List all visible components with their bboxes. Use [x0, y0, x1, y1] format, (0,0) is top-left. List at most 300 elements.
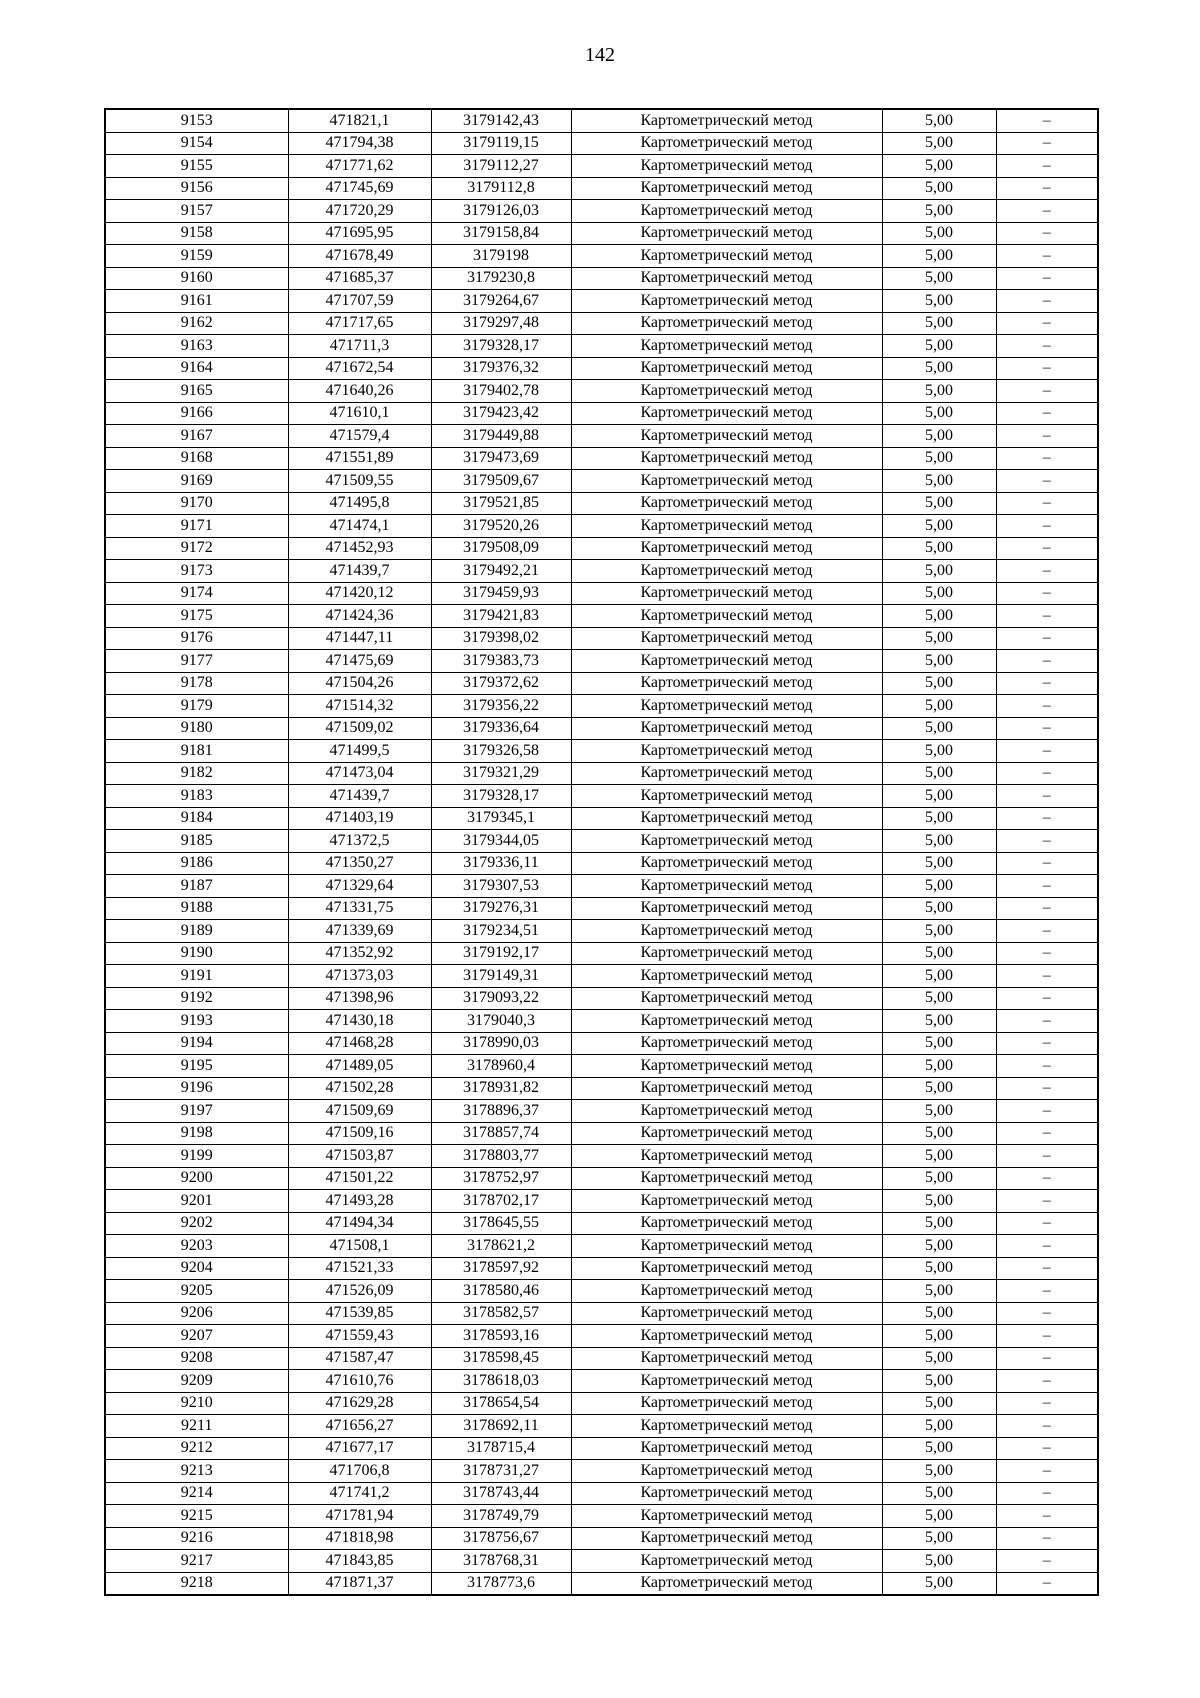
x-coordinate-cell: 471781,94 [288, 1505, 431, 1528]
point-number-cell: 9177 [105, 650, 288, 673]
description-cell: – [996, 492, 1098, 515]
y-coordinate-cell: 3179112,27 [431, 155, 571, 178]
method-cell: Картометрический метод [571, 807, 882, 830]
accuracy-cell: 5,00 [882, 132, 996, 155]
table-row [105, 807, 1098, 830]
table-row [105, 560, 1098, 583]
y-coordinate-cell: 3178803,77 [431, 1145, 571, 1168]
description-cell: – [996, 245, 1098, 268]
x-coordinate-cell: 471475,69 [288, 650, 431, 673]
description-cell: – [996, 222, 1098, 245]
y-coordinate-cell: 3179521,85 [431, 492, 571, 515]
method-cell: Картометрический метод [571, 1460, 882, 1483]
y-coordinate-cell: 3179398,02 [431, 627, 571, 650]
method-cell: Картометрический метод [571, 290, 882, 313]
description-cell: – [996, 1482, 1098, 1505]
x-coordinate-cell: 471339,69 [288, 920, 431, 943]
description-cell: – [996, 1145, 1098, 1168]
method-cell: Картометрический метод [571, 762, 882, 785]
accuracy-cell: 5,00 [882, 357, 996, 380]
y-coordinate-cell: 3178773,6 [431, 1572, 571, 1595]
description-cell: – [996, 155, 1098, 178]
x-coordinate-cell: 471439,7 [288, 560, 431, 583]
accuracy-cell: 5,00 [882, 965, 996, 988]
accuracy-cell: 5,00 [882, 177, 996, 200]
x-coordinate-cell: 471695,95 [288, 222, 431, 245]
description-cell: – [996, 1415, 1098, 1438]
y-coordinate-cell: 3178702,17 [431, 1190, 571, 1213]
y-coordinate-cell: 3179093,22 [431, 987, 571, 1010]
point-number-cell: 9211 [105, 1415, 288, 1438]
y-coordinate-cell: 3179328,17 [431, 785, 571, 808]
method-cell: Картометрический метод [571, 470, 882, 493]
x-coordinate-cell: 471502,28 [288, 1077, 431, 1100]
description-cell: – [996, 695, 1098, 718]
point-number-cell: 9201 [105, 1190, 288, 1213]
description-cell: – [996, 425, 1098, 448]
table-row [105, 447, 1098, 470]
description-cell: – [996, 1347, 1098, 1370]
method-cell: Картометрический метод [571, 537, 882, 560]
x-coordinate-cell: 471707,59 [288, 290, 431, 313]
table-row [105, 1257, 1098, 1280]
description-cell: – [996, 1257, 1098, 1280]
y-coordinate-cell: 3179149,31 [431, 965, 571, 988]
x-coordinate-cell: 471717,65 [288, 312, 431, 335]
y-coordinate-cell: 3178582,57 [431, 1302, 571, 1325]
table-row [105, 470, 1098, 493]
point-number-cell: 9186 [105, 852, 288, 875]
x-coordinate-cell: 471424,36 [288, 605, 431, 628]
table-row [105, 1280, 1098, 1303]
y-coordinate-cell: 3179264,67 [431, 290, 571, 313]
point-number-cell: 9191 [105, 965, 288, 988]
table-row [105, 1235, 1098, 1258]
x-coordinate-cell: 471843,85 [288, 1550, 431, 1573]
description-cell: – [996, 1280, 1098, 1303]
method-cell: Картометрический метод [571, 1527, 882, 1550]
table-row [105, 380, 1098, 403]
table-row [105, 582, 1098, 605]
table-row [105, 357, 1098, 380]
description-cell: – [996, 740, 1098, 763]
accuracy-cell: 5,00 [882, 560, 996, 583]
table-row [105, 492, 1098, 515]
y-coordinate-cell: 3179328,17 [431, 335, 571, 358]
method-cell: Картометрический метод [571, 425, 882, 448]
description-cell: – [996, 650, 1098, 673]
point-number-cell: 9207 [105, 1325, 288, 1348]
x-coordinate-cell: 471503,87 [288, 1145, 431, 1168]
method-cell: Картометрический метод [571, 695, 882, 718]
x-coordinate-cell: 471539,85 [288, 1302, 431, 1325]
table-row [105, 875, 1098, 898]
table-row [105, 200, 1098, 223]
method-cell: Картометрический метод [571, 1235, 882, 1258]
y-coordinate-cell: 3179158,84 [431, 222, 571, 245]
y-coordinate-cell: 3178593,16 [431, 1325, 571, 1348]
y-coordinate-cell: 3178715,4 [431, 1437, 571, 1460]
point-number-cell: 9208 [105, 1347, 288, 1370]
point-number-cell: 9197 [105, 1100, 288, 1123]
method-cell: Картометрический метод [571, 109, 882, 132]
point-number-cell: 9158 [105, 222, 288, 245]
description-cell: – [996, 402, 1098, 425]
y-coordinate-cell: 3178645,55 [431, 1212, 571, 1235]
description-cell: – [996, 1032, 1098, 1055]
accuracy-cell: 5,00 [882, 1145, 996, 1168]
table-row [105, 717, 1098, 740]
y-coordinate-cell: 3178580,46 [431, 1280, 571, 1303]
table-row [105, 402, 1098, 425]
x-coordinate-cell: 471871,37 [288, 1572, 431, 1595]
y-coordinate-cell: 3179126,03 [431, 200, 571, 223]
accuracy-cell: 5,00 [882, 1460, 996, 1483]
x-coordinate-cell: 471678,49 [288, 245, 431, 268]
point-number-cell: 9174 [105, 582, 288, 605]
method-cell: Картометрический метод [571, 515, 882, 538]
table-row [105, 1055, 1098, 1078]
description-cell: – [996, 380, 1098, 403]
table-row [105, 1527, 1098, 1550]
x-coordinate-cell: 471329,64 [288, 875, 431, 898]
table-row [105, 762, 1098, 785]
method-cell: Картометрический метод [571, 492, 882, 515]
method-cell: Картометрический метод [571, 1032, 882, 1055]
y-coordinate-cell: 3179297,48 [431, 312, 571, 335]
y-coordinate-cell: 3179192,17 [431, 942, 571, 965]
y-coordinate-cell: 3178931,82 [431, 1077, 571, 1100]
point-number-cell: 9161 [105, 290, 288, 313]
method-cell: Картометрический метод [571, 245, 882, 268]
table-row [105, 852, 1098, 875]
point-number-cell: 9159 [105, 245, 288, 268]
point-number-cell: 9200 [105, 1167, 288, 1190]
x-coordinate-cell: 471821,1 [288, 109, 431, 132]
description-cell: – [996, 965, 1098, 988]
x-coordinate-cell: 471508,1 [288, 1235, 431, 1258]
x-coordinate-cell: 471526,09 [288, 1280, 431, 1303]
x-coordinate-cell: 471509,02 [288, 717, 431, 740]
table-row [105, 1572, 1098, 1595]
description-cell: – [996, 1212, 1098, 1235]
y-coordinate-cell: 3179376,32 [431, 357, 571, 380]
description-cell: – [996, 672, 1098, 695]
method-cell: Картометрический метод [571, 785, 882, 808]
table-row [105, 515, 1098, 538]
accuracy-cell: 5,00 [882, 245, 996, 268]
accuracy-cell: 5,00 [882, 1077, 996, 1100]
y-coordinate-cell: 3178743,44 [431, 1482, 571, 1505]
accuracy-cell: 5,00 [882, 1392, 996, 1415]
method-cell: Картометрический метод [571, 1257, 882, 1280]
y-coordinate-cell: 3179520,26 [431, 515, 571, 538]
x-coordinate-cell: 471685,37 [288, 267, 431, 290]
x-coordinate-cell: 471473,04 [288, 762, 431, 785]
accuracy-cell: 5,00 [882, 1527, 996, 1550]
y-coordinate-cell: 3179509,67 [431, 470, 571, 493]
method-cell: Картометрический метод [571, 672, 882, 695]
accuracy-cell: 5,00 [882, 1370, 996, 1393]
description-cell: – [996, 1325, 1098, 1348]
y-coordinate-cell: 3179356,22 [431, 695, 571, 718]
table-body [105, 109, 1098, 1595]
point-number-cell: 9193 [105, 1010, 288, 1033]
table-row [105, 1550, 1098, 1573]
description-cell: – [996, 537, 1098, 560]
method-cell: Картометрический метод [571, 1302, 882, 1325]
y-coordinate-cell: 3179345,1 [431, 807, 571, 830]
point-number-cell: 9184 [105, 807, 288, 830]
accuracy-cell: 5,00 [882, 290, 996, 313]
x-coordinate-cell: 471741,2 [288, 1482, 431, 1505]
y-coordinate-cell: 3179234,51 [431, 920, 571, 943]
accuracy-cell: 5,00 [882, 740, 996, 763]
table-row [105, 1370, 1098, 1393]
table-row [105, 650, 1098, 673]
point-number-cell: 9160 [105, 267, 288, 290]
x-coordinate-cell: 471587,47 [288, 1347, 431, 1370]
x-coordinate-cell: 471495,8 [288, 492, 431, 515]
y-coordinate-cell: 3179372,62 [431, 672, 571, 695]
point-number-cell: 9163 [105, 335, 288, 358]
accuracy-cell: 5,00 [882, 830, 996, 853]
table-row [105, 1325, 1098, 1348]
point-number-cell: 9166 [105, 402, 288, 425]
description-cell: – [996, 717, 1098, 740]
accuracy-cell: 5,00 [882, 1415, 996, 1438]
point-number-cell: 9164 [105, 357, 288, 380]
x-coordinate-cell: 471430,18 [288, 1010, 431, 1033]
x-coordinate-cell: 471494,34 [288, 1212, 431, 1235]
description-cell: – [996, 447, 1098, 470]
description-cell: – [996, 920, 1098, 943]
x-coordinate-cell: 471559,43 [288, 1325, 431, 1348]
method-cell: Картометрический метод [571, 312, 882, 335]
accuracy-cell: 5,00 [882, 402, 996, 425]
description-cell: – [996, 560, 1098, 583]
point-number-cell: 9153 [105, 109, 288, 132]
accuracy-cell: 5,00 [882, 1482, 996, 1505]
description-cell: – [996, 109, 1098, 132]
method-cell: Картометрический метод [571, 380, 882, 403]
x-coordinate-cell: 471493,28 [288, 1190, 431, 1213]
method-cell: Картометрический метод [571, 177, 882, 200]
y-coordinate-cell: 3179198 [431, 245, 571, 268]
method-cell: Картометрический метод [571, 740, 882, 763]
method-cell: Картометрический метод [571, 1190, 882, 1213]
description-cell: – [996, 762, 1098, 785]
x-coordinate-cell: 471711,3 [288, 335, 431, 358]
point-number-cell: 9203 [105, 1235, 288, 1258]
table-row [105, 1077, 1098, 1100]
x-coordinate-cell: 471504,26 [288, 672, 431, 695]
x-coordinate-cell: 471551,89 [288, 447, 431, 470]
y-coordinate-cell: 3179449,88 [431, 425, 571, 448]
description-cell: – [996, 830, 1098, 853]
y-coordinate-cell: 3179112,8 [431, 177, 571, 200]
description-cell: – [996, 1167, 1098, 1190]
x-coordinate-cell: 471398,96 [288, 987, 431, 1010]
method-cell: Картометрический метод [571, 897, 882, 920]
point-number-cell: 9167 [105, 425, 288, 448]
accuracy-cell: 5,00 [882, 1280, 996, 1303]
description-cell: – [996, 1505, 1098, 1528]
table-row [105, 1032, 1098, 1055]
x-coordinate-cell: 471501,22 [288, 1167, 431, 1190]
point-number-cell: 9156 [105, 177, 288, 200]
x-coordinate-cell: 471372,5 [288, 830, 431, 853]
x-coordinate-cell: 471640,26 [288, 380, 431, 403]
x-coordinate-cell: 471373,03 [288, 965, 431, 988]
description-cell: – [996, 1550, 1098, 1573]
x-coordinate-cell: 471468,28 [288, 1032, 431, 1055]
method-cell: Картометрический метод [571, 357, 882, 380]
method-cell: Картометрический метод [571, 920, 882, 943]
x-coordinate-cell: 471447,11 [288, 627, 431, 650]
method-cell: Картометрический метод [571, 1437, 882, 1460]
method-cell: Картометрический метод [571, 1167, 882, 1190]
y-coordinate-cell: 3178960,4 [431, 1055, 571, 1078]
accuracy-cell: 5,00 [882, 200, 996, 223]
method-cell: Картометрический метод [571, 830, 882, 853]
table-row [105, 830, 1098, 853]
accuracy-cell: 5,00 [882, 335, 996, 358]
point-number-cell: 9202 [105, 1212, 288, 1235]
table-row [105, 1167, 1098, 1190]
x-coordinate-cell: 471677,17 [288, 1437, 431, 1460]
accuracy-cell: 5,00 [882, 695, 996, 718]
x-coordinate-cell: 471771,62 [288, 155, 431, 178]
point-number-cell: 9171 [105, 515, 288, 538]
y-coordinate-cell: 3178692,11 [431, 1415, 571, 1438]
method-cell: Картометрический метод [571, 1347, 882, 1370]
description-cell: – [996, 290, 1098, 313]
accuracy-cell: 5,00 [882, 425, 996, 448]
table-row [105, 1122, 1098, 1145]
description-cell: – [996, 1077, 1098, 1100]
x-coordinate-cell: 471420,12 [288, 582, 431, 605]
accuracy-cell: 5,00 [882, 1190, 996, 1213]
table-row [105, 1010, 1098, 1033]
accuracy-cell: 5,00 [882, 717, 996, 740]
method-cell: Картометрический метод [571, 1055, 882, 1078]
table-row [105, 627, 1098, 650]
y-coordinate-cell: 3179307,53 [431, 875, 571, 898]
description-cell: – [996, 785, 1098, 808]
accuracy-cell: 5,00 [882, 987, 996, 1010]
description-cell: – [996, 1370, 1098, 1393]
method-cell: Картометрический метод [571, 1325, 882, 1348]
method-cell: Картометрический метод [571, 1010, 882, 1033]
y-coordinate-cell: 3179508,09 [431, 537, 571, 560]
table-row [105, 222, 1098, 245]
point-number-cell: 9157 [105, 200, 288, 223]
y-coordinate-cell: 3179119,15 [431, 132, 571, 155]
method-cell: Картометрический метод [571, 447, 882, 470]
table-row [105, 1437, 1098, 1460]
point-number-cell: 9217 [105, 1550, 288, 1573]
description-cell: – [996, 357, 1098, 380]
method-cell: Картометрический метод [571, 1280, 882, 1303]
y-coordinate-cell: 3178621,2 [431, 1235, 571, 1258]
table-row [105, 785, 1098, 808]
y-coordinate-cell: 3179421,83 [431, 605, 571, 628]
accuracy-cell: 5,00 [882, 312, 996, 335]
table-row [105, 1212, 1098, 1235]
y-coordinate-cell: 3178598,45 [431, 1347, 571, 1370]
description-cell: – [996, 875, 1098, 898]
point-number-cell: 9218 [105, 1572, 288, 1595]
table-row [105, 132, 1098, 155]
y-coordinate-cell: 3179276,31 [431, 897, 571, 920]
accuracy-cell: 5,00 [882, 920, 996, 943]
point-number-cell: 9165 [105, 380, 288, 403]
table-row [105, 987, 1098, 1010]
description-cell: – [996, 312, 1098, 335]
method-cell: Картометрический метод [571, 200, 882, 223]
method-cell: Картометрический метод [571, 1122, 882, 1145]
accuracy-cell: 5,00 [882, 875, 996, 898]
description-cell: – [996, 942, 1098, 965]
accuracy-cell: 5,00 [882, 155, 996, 178]
point-number-cell: 9195 [105, 1055, 288, 1078]
table-row [105, 965, 1098, 988]
table-row [105, 1145, 1098, 1168]
y-coordinate-cell: 3178768,31 [431, 1550, 571, 1573]
accuracy-cell: 5,00 [882, 785, 996, 808]
y-coordinate-cell: 3179040,3 [431, 1010, 571, 1033]
description-cell: – [996, 1437, 1098, 1460]
method-cell: Картометрический метод [571, 717, 882, 740]
y-coordinate-cell: 3179344,05 [431, 830, 571, 853]
y-coordinate-cell: 3178654,54 [431, 1392, 571, 1415]
method-cell: Картометрический метод [571, 627, 882, 650]
point-number-cell: 9154 [105, 132, 288, 155]
accuracy-cell: 5,00 [882, 672, 996, 695]
point-number-cell: 9214 [105, 1482, 288, 1505]
x-coordinate-cell: 471706,8 [288, 1460, 431, 1483]
method-cell: Картометрический метод [571, 560, 882, 583]
method-cell: Картометрический метод [571, 987, 882, 1010]
method-cell: Картометрический метод [571, 1370, 882, 1393]
y-coordinate-cell: 3179142,43 [431, 109, 571, 132]
table-row [105, 155, 1098, 178]
point-number-cell: 9198 [105, 1122, 288, 1145]
accuracy-cell: 5,00 [882, 650, 996, 673]
accuracy-cell: 5,00 [882, 470, 996, 493]
method-cell: Картометрический метод [571, 155, 882, 178]
x-coordinate-cell: 471439,7 [288, 785, 431, 808]
method-cell: Картометрический метод [571, 1392, 882, 1415]
point-number-cell: 9179 [105, 695, 288, 718]
accuracy-cell: 5,00 [882, 1167, 996, 1190]
page-number: 142 [585, 44, 615, 66]
point-number-cell: 9192 [105, 987, 288, 1010]
method-cell: Картометрический метод [571, 605, 882, 628]
x-coordinate-cell: 471331,75 [288, 897, 431, 920]
table-row [105, 335, 1098, 358]
table-row [105, 1347, 1098, 1370]
y-coordinate-cell: 3178857,74 [431, 1122, 571, 1145]
y-coordinate-cell: 3179326,58 [431, 740, 571, 763]
table-row [105, 267, 1098, 290]
table-row [105, 1392, 1098, 1415]
point-number-cell: 9181 [105, 740, 288, 763]
method-cell: Картометрический метод [571, 650, 882, 673]
point-number-cell: 9188 [105, 897, 288, 920]
y-coordinate-cell: 3179230,8 [431, 267, 571, 290]
